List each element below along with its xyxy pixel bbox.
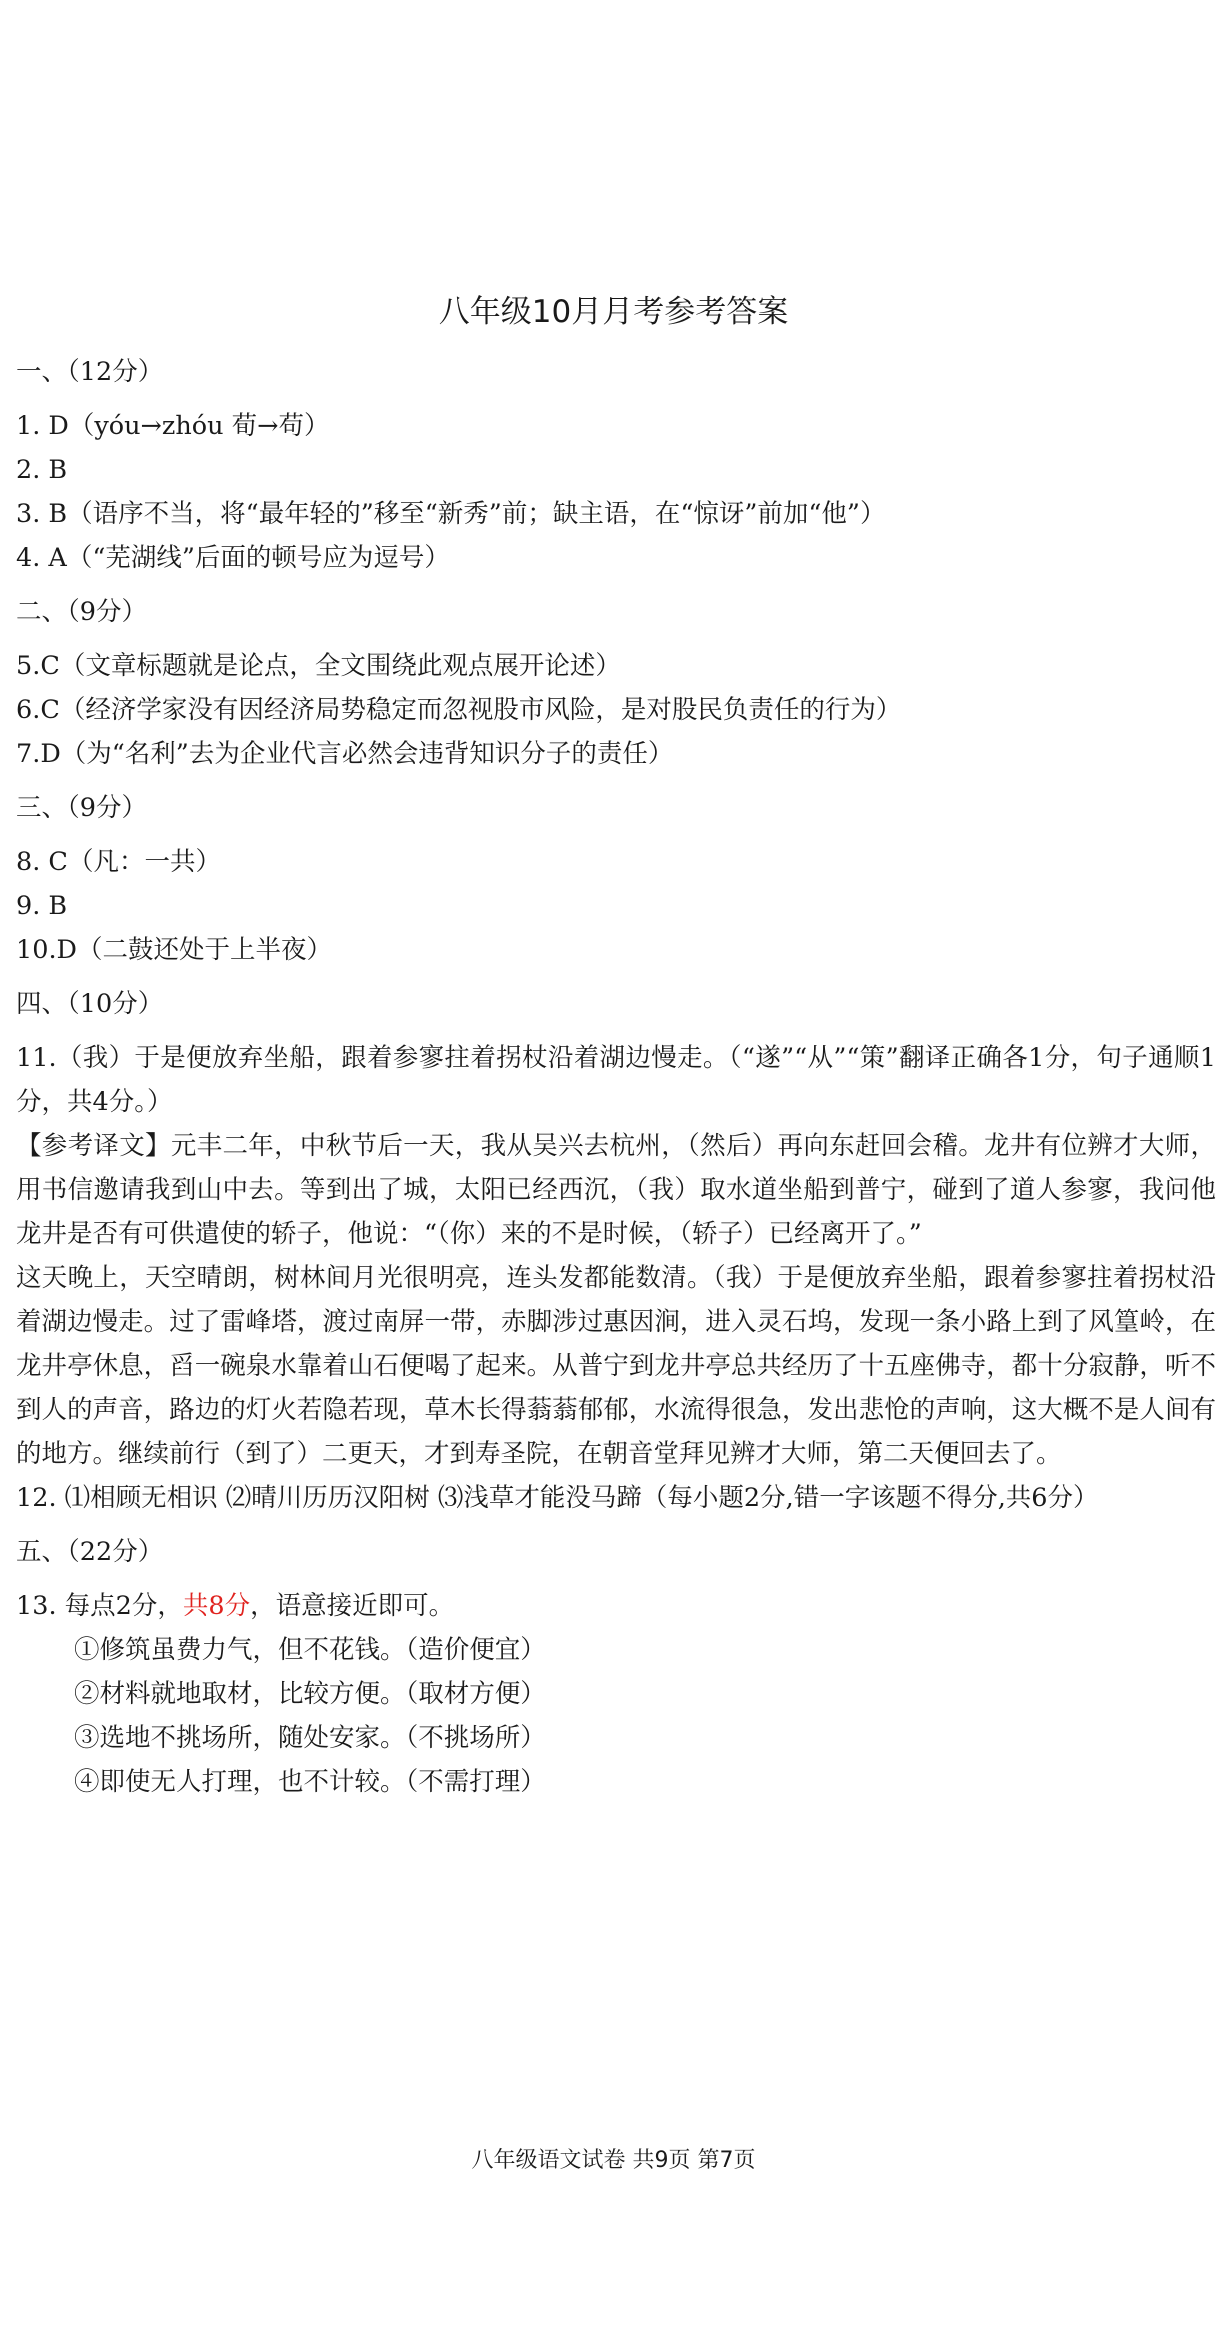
answer-content [16,350,1216,1804]
answer-q13 [16,1584,1216,1628]
answer-item: 7.D（为“名利”去为企业代言必然会违背知识分子的责任） [16,739,674,769]
reference-translation-para-2: 这天晚上，天空晴朗，树林间月光很明亮，连头发都能数清。（我）于是便放弃坐船，跟着参寥拄着拐杖沿着湖边慢走。过了雷峰塔，渡过南屏一带，赤脚涉过惠因涧，进入灵石坞，发现一条小路上到了风篁岭，在龙井亭休息，舀一碗泉水靠着山石便喝了起来。从普宁到龙井亭总共经历了十五座佛寺，都十分寂静，听不到人的声音，路边的灯火若隐若现，草木长得蓊蓊郁郁，水流得很急，发出悲怆的声响，这大概不是人间有的地方。继续前行（到了）二更天，才到寿圣院，在朝音堂拜见辨才大师，第二天便回去了。 [16,1263,1216,1469]
section-heading-5: 五、（22分） [16,1537,164,1567]
reference-translation-para-1: 【参考译文】元丰二年，中秋节后一天，我从吴兴去杭州，（然后）再向东赶回会稽。龙井有位辨才大师，用书信邀请我到山中去。等到出了城，太阳已经西沉，（我）取水道坐船到普宁，碰到了道人参寥，我问他龙井是否有可供遣使的轿子，他说：“（你）来的不是时候，（轿子）已经离开了。” [16,1131,1216,1249]
section-heading-4: 四、（10分） [16,989,164,1019]
answer-q11: 11.（我）于是便放弃坐船，跟着参寥拄着拐杖沿着湖边慢走。（“遂”“从”“策”翻译正确各1分，句子通顺1分，共4分。） [16,1043,1216,1117]
q13-prefix: 13. 每点2分， [16,1591,183,1621]
answer-item: 3. B（语序不当，将“最年轻的”移至“新秀”前；缺主语，在“惊讶”前加“他”） [16,499,886,529]
answer-item: 1. D（yóu→zhóu 荀→苟） [16,411,330,441]
section-heading-3: 三、（9分） [16,793,147,823]
answer-point: ②材料就地取材，比较方便。（取材方便） [74,1679,546,1709]
answer-item: 4. A（“芜湖线”后面的顿号应为逗号） [16,543,450,573]
answer-point: ③选地不挑场所，随处安家。（不挑场所） [74,1723,546,1753]
q13-suffix: ，语意接近即可。 [250,1591,455,1621]
answer-item: 9. B [16,891,68,921]
answer-point: ①修筑虽费力气，但不花钱。（造价便宜） [74,1635,546,1665]
page-title: 八年级10月月考参考答案 [438,294,789,330]
section-heading-1: 一、（12分） [16,357,164,387]
q13-total-score: 共8分 [182,1591,251,1621]
answer-item: 8. C（凡：一共） [16,847,221,877]
answer-item: 6.C（经济学家没有因经济局势稳定而忽视股市风险，是对股民负责任的行为） [16,695,902,725]
answer-item: 10.D（二鼓还处于上半夜） [16,935,332,965]
answer-point: ④即使无人打理，也不计较。（不需打理） [74,1767,546,1797]
answer-item: 2. B [16,455,68,485]
answer-item: 5.C（文章标题就是论点，全文围绕此观点展开论述） [16,651,621,681]
section-heading-2: 二、（9分） [16,597,147,627]
answer-q12: 12. ⑴相顾无相识 ⑵晴川历历汉阳树 ⑶浅草才能没马蹄（每小题2分,错一字该题不得分,共6分） [16,1483,1099,1513]
page-footer: 八年级语文试卷 共9页 第7页 [471,2148,756,2173]
